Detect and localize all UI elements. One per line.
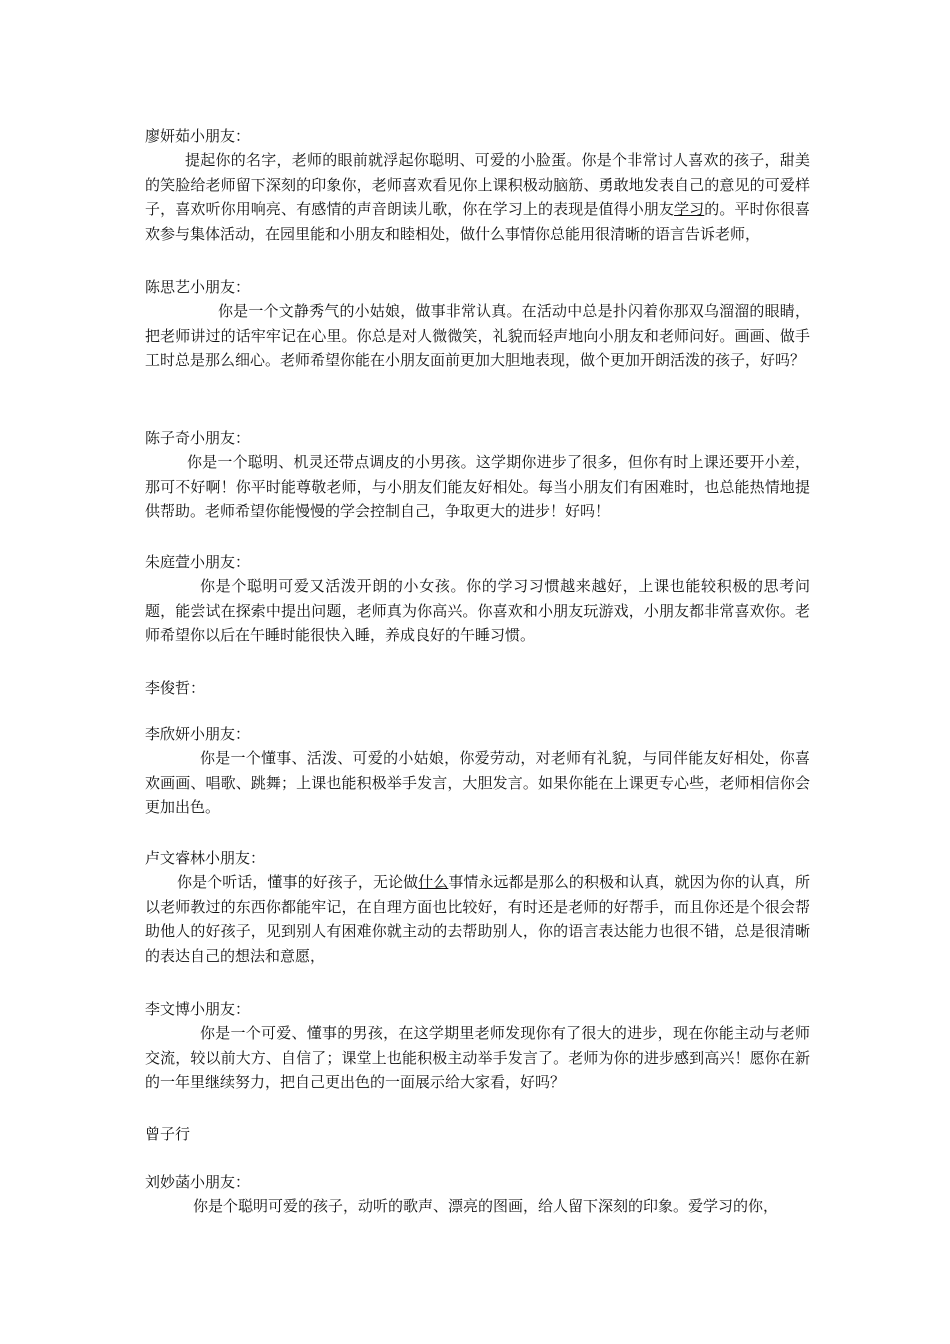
- comment-entry-9: [145, 1122, 810, 1146]
- student-name: 陈子奇小朋友：: [145, 429, 251, 447]
- comment-paragraph: 你是个听话，懂事的好孩子，无论做什么事情永远都是那么的积极和认真，就因为你的认真，所以老师教过的东西你都能牢记，在自理方面也比较好，有时还是老师的好帮手，而且你还是个很会帮助他人的好孩子，见到别人有困难你就主动的去帮助别人，你的语言表达能力也很不错，总是很清晰的表达自己的想法和意愿，: [145, 873, 810, 965]
- comment-entry-2: [145, 275, 810, 373]
- underlined-word: 什么: [418, 873, 449, 891]
- comment-entry-8: [145, 997, 810, 1095]
- student-name: 朱庭萱小朋友：: [145, 553, 251, 571]
- comment-paragraph: 你是个聪明可爱的孩子，动听的歌声、漂亮的图画，给人留下深刻的印象。爱学习的你，: [193, 1197, 779, 1215]
- comment-entry-4: [145, 550, 810, 648]
- comment-entry-1: [145, 124, 810, 246]
- comment-paragraph: 你是一个聪明、机灵还带点调皮的小男孩。这学期你进步了很多，但你有时上课还要开小差，那可不好啊！你平时能尊敬老师，与小朋友们能友好相处。每当小朋友们有困难时，也总能热情地提供帮助。老师希望你能慢慢的学会控制自己，争取更大的进步！好吗！: [145, 453, 810, 520]
- comment-entry-5: [145, 676, 810, 700]
- student-name: 李俊哲：: [145, 679, 206, 697]
- underlined-word: 学习: [674, 200, 705, 218]
- student-name: 曾子行: [145, 1125, 191, 1143]
- student-name: 陈思艺小朋友：: [145, 278, 251, 296]
- student-name: 李欣妍小朋友：: [145, 725, 251, 743]
- comment-paragraph: 你是一个文静秀气的小姑娘，做事非常认真。在活动中总是扑闪着你那双乌溜溜的眼睛，把老师讲过的话牢牢记在心里。你总是对人微微笑，礼貌而轻声地向小朋友和老师问好。画画、做手工时总是那么细心。老师希望你能在小朋友面前更加大胆地表现，做个更加开朗活泼的孩子，好吗？: [145, 302, 810, 369]
- student-name: 刘妙菡小朋友：: [145, 1173, 251, 1191]
- comment-paragraph: 你是一个可爱、懂事的男孩，在这学期里老师发现你有了很大的进步，现在你能主动与老师交流，较以前大方、自信了；课堂上也能积极主动举手发言了。老师为你的进步感到高兴！愿你在新的一年里继续努力，把自己更出色的一面展示给大家看，好吗？: [145, 1024, 810, 1091]
- comment-entry-6: [145, 722, 810, 820]
- comment-entry-10: [145, 1170, 810, 1219]
- student-name: 卢文睿林小朋友：: [145, 849, 266, 867]
- student-name: 廖妍茹小朋友：: [145, 127, 251, 145]
- comment-entry-3: [145, 426, 810, 524]
- comment-paragraph: 你是一个懂事、活泼、可爱的小姑娘，你爱劳动，对老师有礼貌，与同伴能友好相处，你喜欢画画、唱歌、跳舞；上课也能积极举手发言，大胆发言。如果你能在上课更专心些，老师相信你会更加出色。: [145, 749, 810, 816]
- comment-entry-7: [145, 846, 810, 968]
- comment-paragraph: 提起你的名字，老师的眼前就浮起你聪明、可爱的小脸蛋。你是个非常讨人喜欢的孩子，甜美的笑脸给老师留下深刻的印象你，老师喜欢看见你上课积极动脑筋、勇敢地发表自己的意见的可爱样子，喜欢听你用响亮、有感情的声音朗读儿歌，你在学习上的表现是值得小朋友学习的。平时你很喜欢参与集体活动，在园里能和小朋友和睦相处，做什么事情你总能用很清晰的语言告诉老师，: [145, 151, 810, 243]
- student-name: 李文博小朋友：: [145, 1000, 251, 1018]
- comment-paragraph: 你是个聪明可爱又活泼开朗的小女孩。你的学习习惯越来越好，上课也能较积极的思考问题，能尝试在探索中提出问题，老师真为你高兴。你喜欢和小朋友玩游戏，小朋友都非常喜欢你。老师希望你以后在午睡时能很快入睡，养成良好的午睡习惯。: [145, 577, 810, 644]
